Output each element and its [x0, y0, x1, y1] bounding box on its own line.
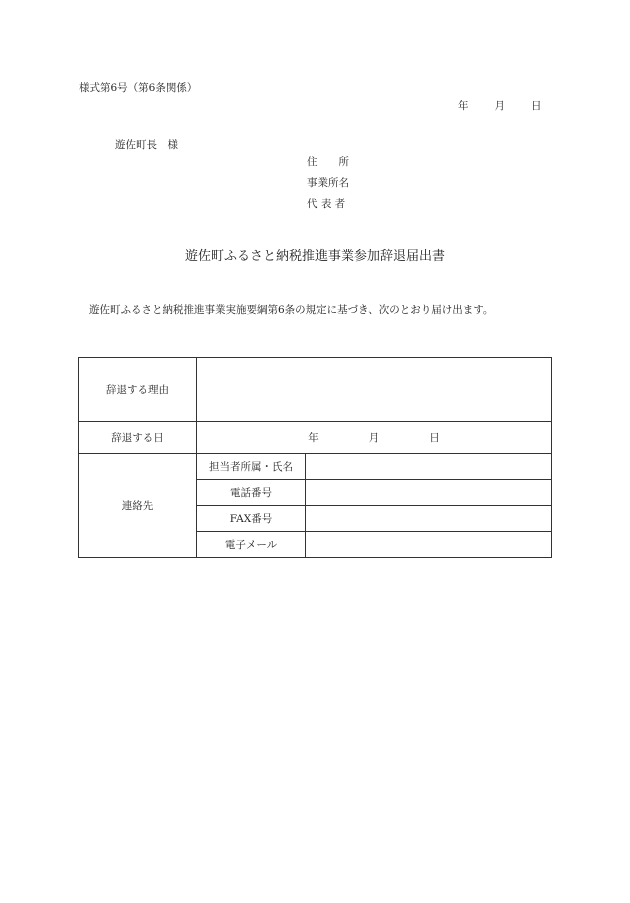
contact-person-field[interactable] [306, 454, 552, 480]
addressee: 遊佐町長 様 [115, 139, 178, 151]
reason-label: 辞退する理由 [79, 358, 197, 422]
withdrawal-date-label: 辞退する日 [79, 422, 197, 454]
withdrawal-date-day: 日 [429, 432, 440, 444]
reason-field[interactable] [197, 358, 552, 422]
phone-label: 電話番号 [197, 480, 306, 506]
email-label: 電子メール [197, 532, 306, 558]
contact-label: 連絡先 [79, 454, 197, 558]
fax-field[interactable] [306, 506, 552, 532]
contact-row [79, 454, 552, 480]
reason-row [79, 358, 552, 422]
contact-person-label: 担当者所属・氏名 [197, 454, 306, 480]
date-month: 月 [494, 100, 505, 112]
form-number: 様式第6号（第6条関係） [79, 82, 198, 94]
email-field[interactable] [306, 532, 552, 558]
representative-label: 代 表 者 [307, 198, 346, 210]
withdrawal-date-field[interactable] [197, 422, 552, 454]
document-title: 遊佐町ふるさと納税推進事業参加辞退届出書 [184, 249, 445, 264]
withdrawal-date-month: 月 [368, 432, 380, 444]
body-text: 遊佐町ふるさと納税推進事業実施要綱第6条の規定に基づき、次のとおり届け出ます。 [89, 304, 494, 316]
phone-field[interactable] [306, 480, 552, 506]
business-name-label: 事業所名 [307, 177, 349, 189]
date-year: 年 [458, 100, 469, 112]
withdrawal-date-row [79, 422, 552, 454]
withdrawal-form-table [78, 357, 552, 558]
sender-block [307, 157, 349, 220]
withdrawal-date-year: 年 [308, 432, 319, 444]
date-day: 日 [531, 100, 542, 112]
submission-date [458, 101, 542, 112]
fax-label: FAX番号 [197, 506, 306, 532]
address-label: 住 所 [307, 156, 349, 168]
